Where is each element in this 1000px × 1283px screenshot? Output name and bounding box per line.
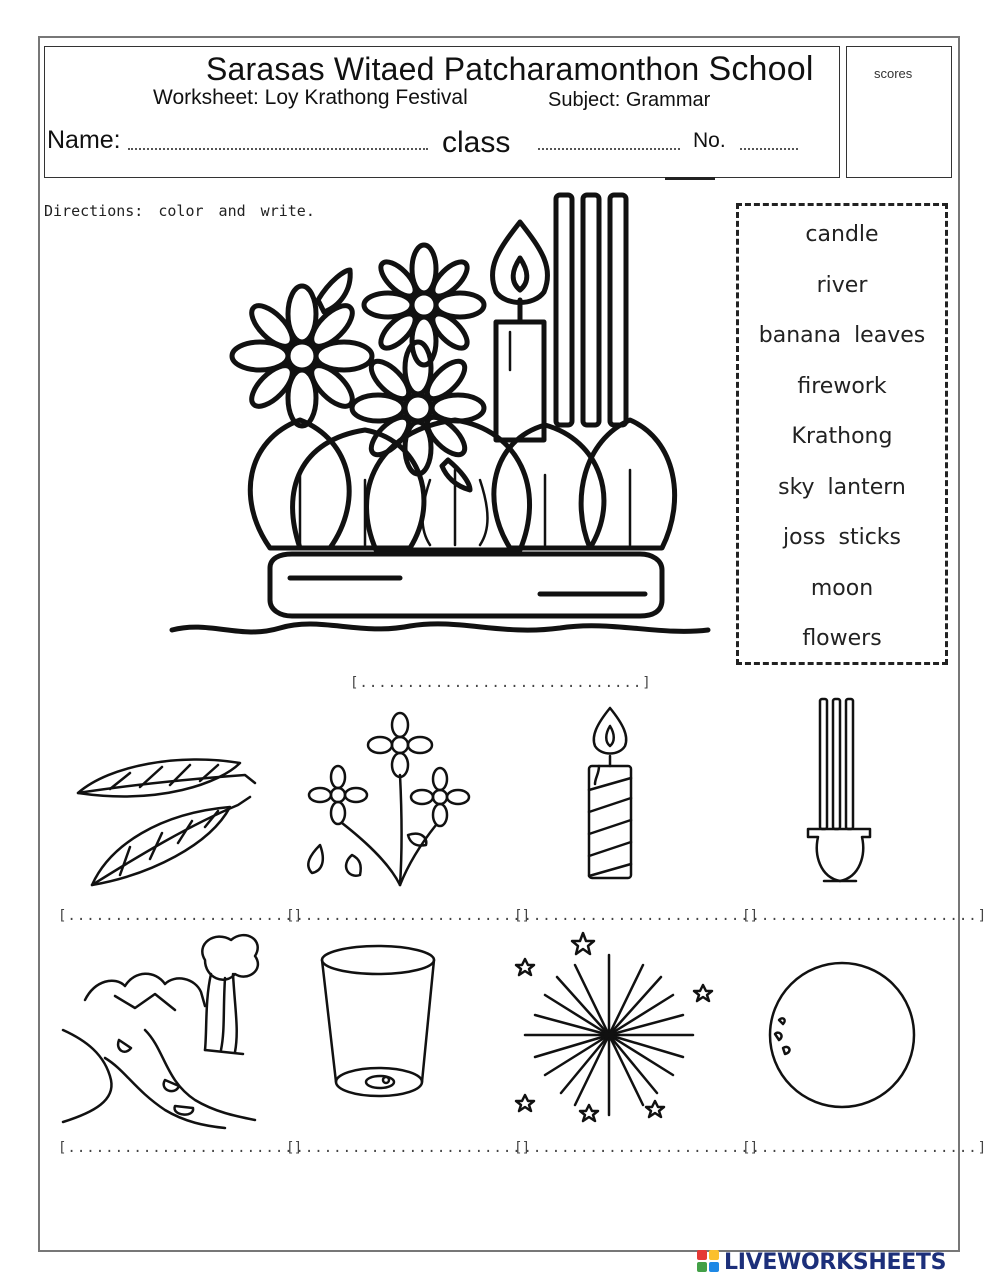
word-bank-item: Krathong — [791, 424, 893, 449]
answer-field-1[interactable]: [........................] — [58, 908, 304, 924]
score-label: scores — [874, 66, 913, 81]
word-bank-item: sky lantern — [778, 475, 906, 500]
banana-leaves-picture — [70, 735, 270, 895]
moon-picture — [765, 960, 925, 1120]
answer-field-7[interactable]: [........................] — [514, 1140, 760, 1156]
directions: Directions: color and write. — [44, 202, 315, 220]
answer-field-4[interactable]: [........................] — [742, 908, 988, 924]
candle-picture — [575, 700, 645, 890]
logo-icon — [697, 1250, 721, 1274]
word-bank-item: moon — [810, 576, 874, 601]
answer-field-3[interactable]: [........................] — [514, 908, 760, 924]
word-bank-item: candle — [805, 222, 879, 247]
firework-picture — [505, 925, 715, 1125]
answer-field-8[interactable]: [........................] — [742, 1140, 988, 1156]
answer-field-6[interactable]: [........................] — [286, 1140, 532, 1156]
worksheet-title: Worksheet: Loy Krathong Festival — [153, 86, 468, 109]
word-bank-item: river — [816, 273, 868, 298]
word-bank-item: joss sticks — [783, 525, 901, 550]
school-word: School — [708, 50, 814, 88]
word-bank-item: firework — [797, 374, 887, 399]
flowers-picture — [290, 715, 490, 895]
word-bank-item: banana leaves — [758, 323, 926, 348]
subject-label: Subject: Grammar — [548, 89, 711, 111]
liveworksheets-logo[interactable] — [697, 1248, 946, 1276]
answer-field-5[interactable]: [........................] — [58, 1140, 304, 1156]
word-bank-item: flowers — [802, 626, 882, 651]
school-name: Sarasas Witaed Patcharamonthon — [206, 51, 700, 87]
name-label: Name: — [47, 126, 121, 154]
joss-sticks-picture — [800, 695, 880, 895]
number-label: No. — [693, 129, 726, 152]
class-label: class — [442, 126, 511, 159]
river-picture — [55, 930, 265, 1130]
answer-field-2[interactable]: [........................] — [286, 908, 532, 924]
answer-field-krathong[interactable]: [..............................] — [350, 675, 652, 691]
logo-text: LIVEWORKSHEETS — [724, 1249, 947, 1275]
sky-lantern-picture — [310, 940, 460, 1120]
